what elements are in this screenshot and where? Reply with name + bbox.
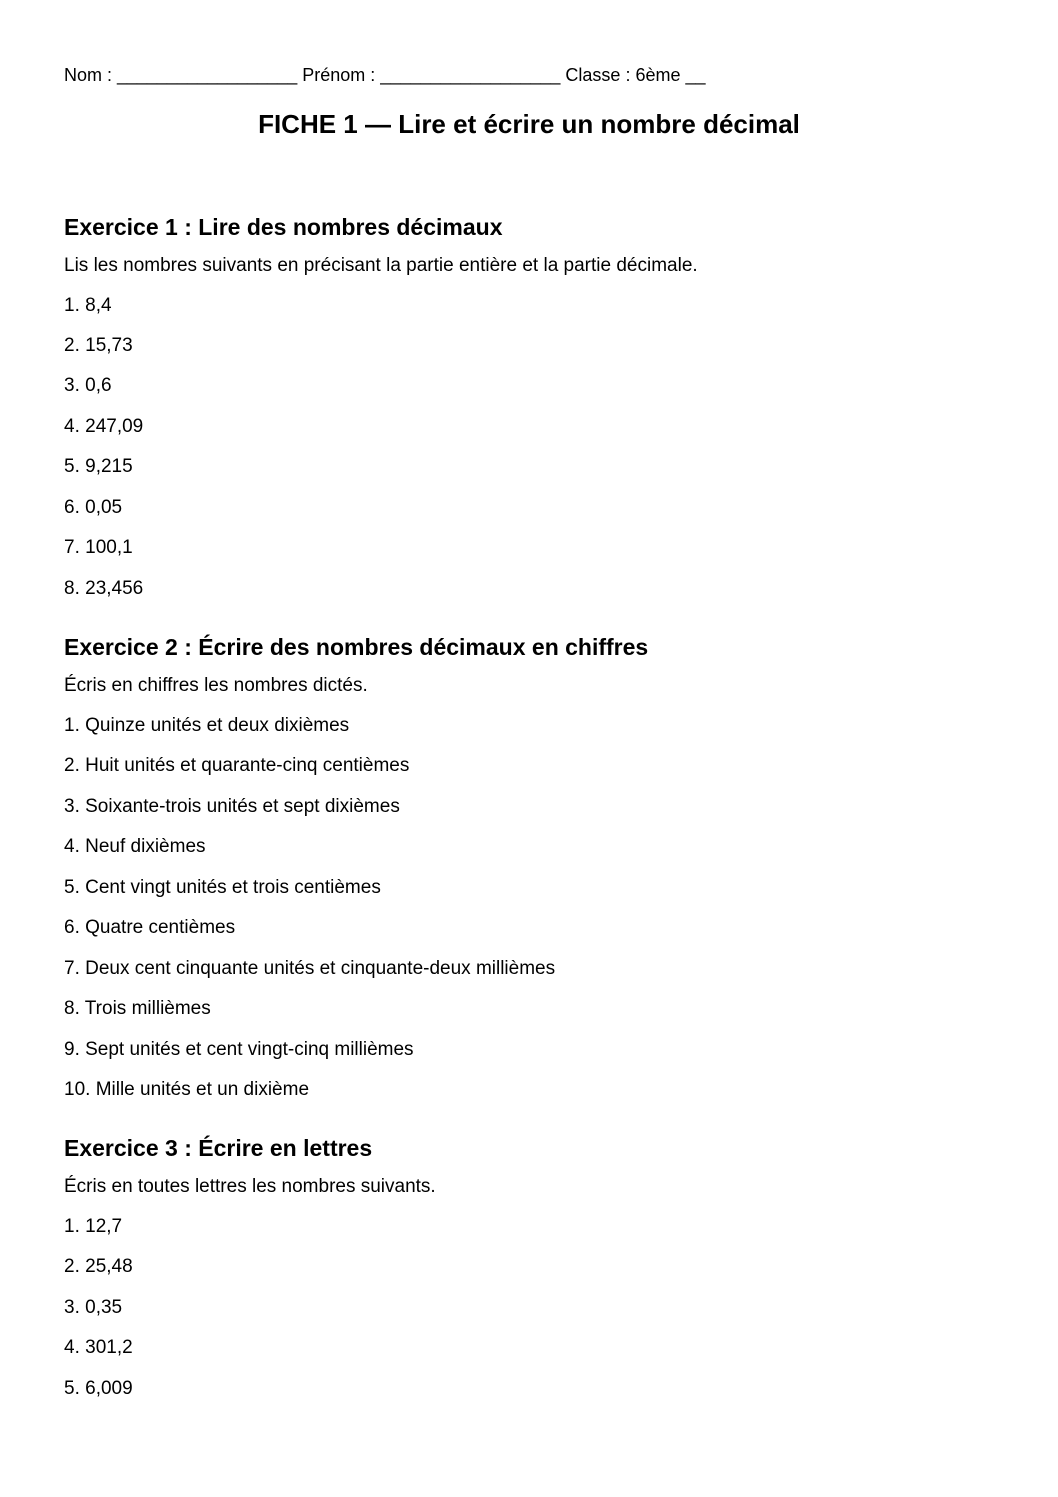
exercise-2-item: 7. Deux cent cinquante unités et cinquante-deux millièmes	[64, 958, 556, 979]
exercise-2-item: 1. Quinze unités et deux dixièmes	[64, 715, 350, 736]
exercise-2-item: 5. Cent vingt unités et trois centièmes	[64, 877, 381, 898]
exercise-3-title: Exercice 3 : Écrire en lettres	[64, 1135, 373, 1161]
exercise-3-item: 1. 12,7	[64, 1216, 123, 1237]
exercise-1-item: 1. 8,4	[64, 295, 112, 316]
exercise-2-item: 8. Trois millièmes	[64, 998, 211, 1019]
exercise-1-item: 2. 15,73	[64, 335, 133, 356]
exercise-3-item: 2. 25,48	[64, 1256, 133, 1277]
exercise-1-item: 6. 0,05	[64, 497, 123, 518]
exercise-1-item: 5. 9,215	[64, 456, 133, 477]
exercise-3-item: 4. 301,2	[64, 1337, 133, 1358]
exercise-1-title: Exercice 1 : Lire des nombres décimaux	[64, 214, 503, 240]
exercise-3-item: 5. 6,009	[64, 1378, 133, 1399]
exercise-3-instruction: Écris en toutes lettres les nombres suivants.	[64, 1176, 436, 1197]
exercise-2-title: Exercice 2 : Écrire des nombres décimaux en chiffres	[64, 634, 649, 660]
exercise-2-instruction: Écris en chiffres les nombres dictés.	[64, 675, 368, 696]
exercise-1-instruction: Lis les nombres suivants en précisant la partie entière et la partie décimale.	[64, 255, 698, 276]
page-title: FICHE 1 — Lire et écrire un nombre décimal	[258, 109, 800, 139]
exercise-1-item: 7. 100,1	[64, 537, 133, 558]
exercise-1-item: 4. 247,09	[64, 416, 144, 437]
exercise-3-item: 3. 0,35	[64, 1297, 123, 1318]
exercise-2-item: 3. Soixante-trois unités et sept dixièmes	[64, 796, 400, 817]
exercise-1-item: 3. 0,6	[64, 375, 112, 396]
exercise-2-item: 2. Huit unités et quarante-cinq centièmes	[64, 755, 410, 776]
exercise-2-item: 4. Neuf dixièmes	[64, 836, 206, 857]
exercise-1-item: 8. 23,456	[64, 578, 144, 599]
student-info-line: Nom : __________________ Prénom : __________________ Classe : 6ème __	[64, 65, 706, 85]
exercise-2-item: 9. Sept unités et cent vingt-cinq millièmes	[64, 1039, 414, 1060]
exercise-2-item: 6. Quatre centièmes	[64, 917, 236, 938]
exercise-2-item: 10. Mille unités et un dixième	[64, 1079, 310, 1100]
